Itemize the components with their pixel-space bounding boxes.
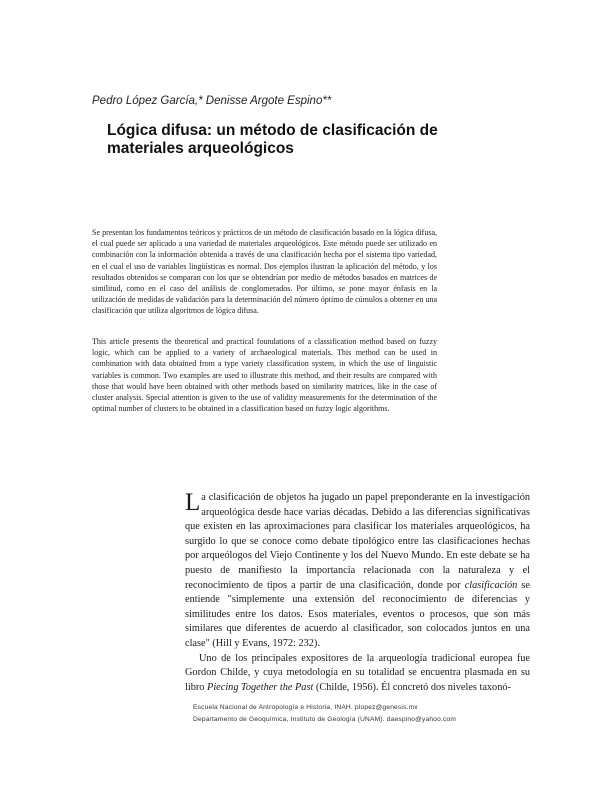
body-paragraph-1 (185, 491, 530, 652)
body-text-segment: (Childe, 1956). Él concretó dos niveles taxonó- (313, 681, 511, 693)
footnotes (193, 702, 493, 726)
article-body (185, 491, 530, 695)
article-authors: Pedro López García,* Denisse Argote Espino** (92, 95, 332, 107)
body-text-segment: a clasificación de objetos ha jugado un papel preponderante en la investigación arqueológica desde hace varias décadas. Debido a las diferencias significativas que existen en las aproximaciones para clasificar los materiales arqueológicos, ha surgido lo que se conoce como debate tipológico entre las clasificaciones hechas por arqueólogos del Viejo Continente y los del Nuevo Mundo. En este debate se ha puesto de manifiesto la importancia relacionada con la naturaleza y el reconocimiento de tipos a partir de una clasificación, donde por (185, 492, 530, 591)
body-paragraph-2 (185, 652, 530, 696)
drop-cap: L (185, 489, 201, 516)
footnote-1: Escuela Nacional de Antropología e Historia, INAH. plopez@genesis.mx (193, 704, 418, 711)
footnote-2: Departamento de Geoquímica, Instituto de Geología (UNAM). daespino@yahoo.com (193, 716, 457, 723)
book-title: Piecing Together the Past (207, 681, 314, 693)
body-italic-term: clasificación (464, 579, 518, 591)
abstract-english: This article presents the theoretical and practical foundations of a classification method based on fuzzy logic, which can be applied to a variety of archaeological materials. This method can be used in combination with data obtained from a type variety classification system, in which the use of linguistic variables is common. Two examples are used to illustrate this method, and their results are compared with those that would have been obtained with other methods based on similarity matrices, like in the case of cluster analysis. Special attention is given to the use of validity measurements for the determination of the optimal number of clusters to be obtained in a classification based on fuzzy logic algorithms. (92, 337, 437, 414)
body-text-segment: Uno de los principales expositores de la arqueología tradicional europea fue Gordon Childe, y cuya metodología en su totalidad se encuentra plasmada en su libro (185, 652, 530, 693)
article-title: Lógica difusa: un método de clasificación de materiales arqueológicos (107, 122, 438, 157)
abstract-spanish: Se presentan los fundamentos teóricos y prácticos de un método de clasificación basado en la lógica difusa, el cual puede ser aplicado a una variedad de materiales arqueológicos. Este método puede ser utilizado en combinación con la información obtenida a través de una clasificación hecha por el sistema tipo variedad, en el cual el uso de variables lingüísticas es normal. Dos ejemplos ilustran la aplicación del método, y los resultados obtenidos se comparan con los que se obtendrían por medio de métodos basados en matrices de similitud, como en el caso del análisis de conglomerados. Por último, se pone mayor énfasis en la utilización de medidas de validación para la determinación del número óptimo de cúmulos a obtener en una clasificación que utiliza algoritmos de lógica difusa. (92, 228, 437, 316)
body-text-segment: se entiende "simplemente una extensión del reconocimiento de diferencias y similitudes entre los datos. Esos materiales, eventos o procesos, que son más similares que diferentes de acuerdo al clasificador, son colocados juntos en una clase" (Hill y Evans, 1972: 232). (185, 579, 531, 649)
